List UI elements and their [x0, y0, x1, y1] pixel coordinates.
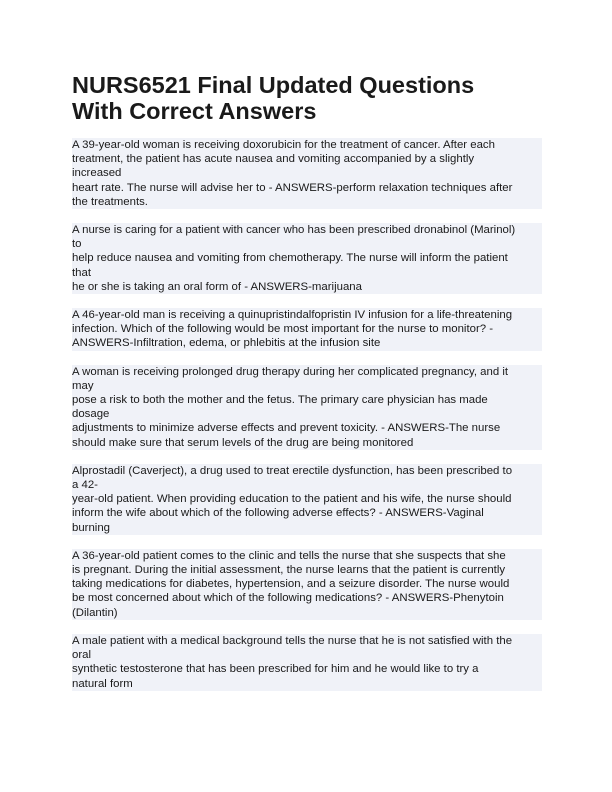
text-line: A 46-year-old man is receiving a quinupristindalfopristin IV infusion for a life-threatening — [72, 308, 542, 322]
text-line: to — [72, 237, 542, 251]
title-line: NURS6521 Final Updated Questions — [72, 72, 475, 98]
text-line: the treatments. — [72, 195, 542, 209]
text-line: A woman is receiving prolonged drug therapy during her complicated pregnancy, and it — [72, 365, 542, 379]
text-line: year-old patient. When providing education to the patient and his wife, the nurse should — [72, 492, 542, 506]
text-line: A 36-year-old patient comes to the clinic and tells the nurse that she suspects that she — [72, 549, 542, 563]
text-line: natural form — [72, 677, 542, 691]
text-line: that — [72, 266, 542, 280]
qa-item — [72, 634, 542, 691]
text-line: a 42- — [72, 478, 542, 492]
text-line: should make sure that serum levels of the drug are being monitored — [72, 436, 542, 450]
title-line: With Correct Answers — [72, 98, 317, 124]
text-line: adjustments to minimize adverse effects and prevent toxicity. - ANSWERS-The nurse — [72, 421, 542, 435]
text-line: pose a risk to both the mother and the fetus. The primary care physician has made — [72, 393, 542, 407]
page-title — [72, 72, 542, 124]
text-line: A nurse is caring for a patient with cancer who has been prescribed dronabinol (Marinol) — [72, 223, 542, 237]
qa-item — [72, 138, 542, 209]
qa-item — [72, 223, 542, 294]
text-line: taking medications for diabetes, hypertension, and a seizure disorder. The nurse would — [72, 577, 542, 591]
text-line: A 39-year-old woman is receiving doxorubicin for the treatment of cancer. After each — [72, 138, 542, 152]
text-line: A male patient with a medical background tells the nurse that he is not satisfied with the — [72, 634, 542, 648]
document-page — [72, 72, 542, 705]
text-line: may — [72, 379, 542, 393]
text-line: (Dilantin) — [72, 606, 542, 620]
text-line: dosage — [72, 407, 542, 421]
text-line: he or she is taking an oral form of - ANSWERS-marijuana — [72, 280, 542, 294]
qa-item — [72, 464, 542, 535]
qa-item — [72, 308, 542, 351]
text-line: increased — [72, 166, 542, 180]
text-line: infection. Which of the following would be most important for the nurse to monitor? - — [72, 322, 542, 336]
text-line: synthetic testosterone that has been prescribed for him and he would like to try a — [72, 662, 542, 676]
text-line: ANSWERS-Infiltration, edema, or phlebitis at the infusion site — [72, 336, 542, 350]
text-line: burning — [72, 521, 542, 535]
text-line: inform the wife about which of the following adverse effects? - ANSWERS-Vaginal — [72, 506, 542, 520]
qa-item — [72, 365, 542, 450]
text-line: Alprostadil (Caverject), a drug used to treat erectile dysfunction, has been prescribed to — [72, 464, 542, 478]
text-line: heart rate. The nurse will advise her to - ANSWERS-perform relaxation techniques after — [72, 181, 542, 195]
text-line: be most concerned about which of the following medications? - ANSWERS-Phenytoin — [72, 591, 542, 605]
text-line: oral — [72, 648, 542, 662]
text-line: treatment, the patient has acute nausea and vomiting accompanied by a slightly — [72, 152, 542, 166]
text-line: help reduce nausea and vomiting from chemotherapy. The nurse will inform the patient — [72, 251, 542, 265]
text-line: is pregnant. During the initial assessment, the nurse learns that the patient is currently — [72, 563, 542, 577]
qa-item — [72, 549, 542, 620]
